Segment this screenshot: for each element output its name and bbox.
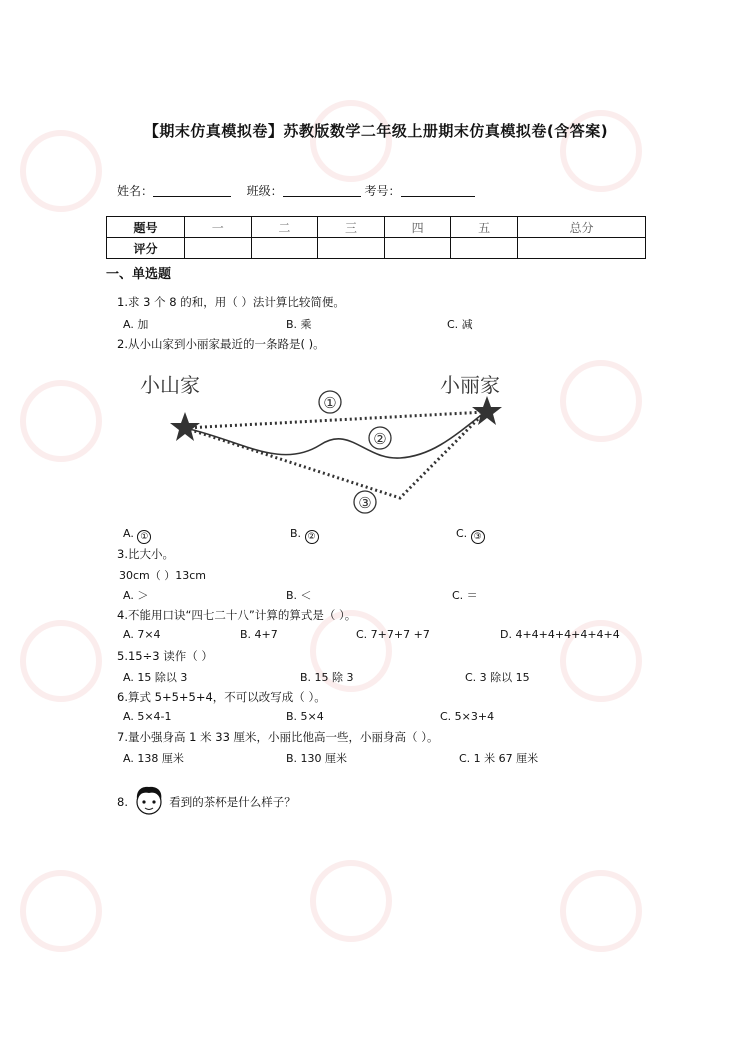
question-2: 2.从小山家到小丽家最近的一条路是( )。: [117, 337, 325, 351]
table-row: [107, 238, 646, 259]
q7-option-c[interactable]: C. 1 米 67 厘米: [459, 752, 539, 765]
q1-option-c[interactable]: C. 减: [447, 318, 473, 331]
question-1: 1.求 3 个 8 的和，用（ ）法计算比较简便。: [117, 295, 345, 309]
xiaoshan-home-label: 小山家: [140, 373, 200, 397]
name-label: 姓名：: [117, 184, 154, 198]
exam-number-label: 考号：: [364, 184, 401, 198]
q3-comparison: 30cm（ ）13cm: [119, 569, 207, 582]
row-header-number: 题号: [107, 217, 185, 238]
q5-option-c[interactable]: C. 3 除以 15: [465, 671, 530, 684]
q2-option-b[interactable]: B. ②: [290, 527, 319, 544]
q5-option-a[interactable]: A. 15 除以 3: [123, 671, 188, 684]
class-blank[interactable]: [283, 184, 361, 197]
section-title: 一、单选题: [106, 267, 172, 282]
question-5: 5.15÷3 读作（ ）: [117, 649, 213, 663]
name-blank[interactable]: [153, 184, 231, 197]
q3-option-a[interactable]: A. ＞: [123, 589, 149, 602]
q1-option-b[interactable]: B. 乘: [286, 318, 312, 331]
column-header: 五: [451, 217, 518, 238]
column-header: 四: [384, 217, 451, 238]
question-6: 6.算式 5+5+5+4，不可以改写成（ ）。: [117, 690, 326, 704]
question-3: 3.比大小。: [117, 547, 174, 561]
class-label: 班级：: [246, 184, 283, 198]
route-diagram: [130, 360, 520, 520]
score-cell[interactable]: [384, 238, 451, 259]
student-info-line: [117, 182, 475, 199]
q3-option-c[interactable]: C. ＝: [452, 589, 478, 602]
child-face-icon: [132, 784, 166, 816]
q4-option-d[interactable]: D. 4+4+4+4+4+4+4: [500, 628, 620, 641]
q2-option-c[interactable]: C. ③: [456, 527, 485, 544]
column-header: 三: [318, 217, 385, 238]
q4-option-a[interactable]: A. 7×4: [123, 628, 161, 641]
score-cell[interactable]: [517, 238, 645, 259]
q6-option-a[interactable]: A. 5×4-1: [123, 710, 172, 723]
route-3-label: ③: [358, 494, 372, 512]
route-1-path: [185, 412, 485, 428]
question-7: 7.量小强身高 1 米 33 厘米，小丽比他高一些，小丽身高（ ）。: [117, 730, 439, 744]
q3-option-b[interactable]: B. ＜: [286, 589, 312, 602]
route-2-label: ②: [373, 430, 387, 448]
score-cell[interactable]: [451, 238, 518, 259]
q7-option-a[interactable]: A. 138 厘米: [123, 752, 184, 765]
score-table: [106, 216, 646, 259]
q6-option-c[interactable]: C. 5×3+4: [440, 710, 495, 723]
q5-option-b[interactable]: B. 15 除 3: [300, 671, 354, 684]
column-header: 一: [185, 217, 252, 238]
q6-option-b[interactable]: B. 5×4: [286, 710, 324, 723]
column-header: 总分: [517, 217, 645, 238]
column-header: 二: [251, 217, 318, 238]
xiaoshan-star-icon: [170, 412, 200, 441]
exam-number-blank[interactable]: [401, 184, 475, 197]
question-4: 4.不能用口诀“四七二十八”计算的算式是（ ）。: [117, 608, 357, 622]
score-cell[interactable]: [318, 238, 385, 259]
xiaoli-star-icon: [472, 396, 502, 425]
q4-option-c[interactable]: C. 7+7+7 +7: [356, 628, 430, 641]
q1-option-a[interactable]: A. 加: [123, 318, 149, 331]
route-1-label: ①: [323, 394, 337, 412]
q7-option-b[interactable]: B. 130 厘米: [286, 752, 348, 765]
xiaoli-home-label: 小丽家: [440, 373, 500, 397]
q2-option-a[interactable]: A. ①: [123, 527, 151, 544]
score-cell[interactable]: [185, 238, 252, 259]
table-row: [107, 217, 646, 238]
score-cell[interactable]: [251, 238, 318, 259]
question-8: 8. 看到的茶杯是什么样子？: [117, 784, 296, 816]
q4-option-b[interactable]: B. 4+7: [240, 628, 278, 641]
row-header-score: 评分: [107, 238, 185, 259]
page-title: 【期末仿真模拟卷】苏教版数学二年级上册期末仿真模拟卷(含答案): [143, 122, 609, 140]
